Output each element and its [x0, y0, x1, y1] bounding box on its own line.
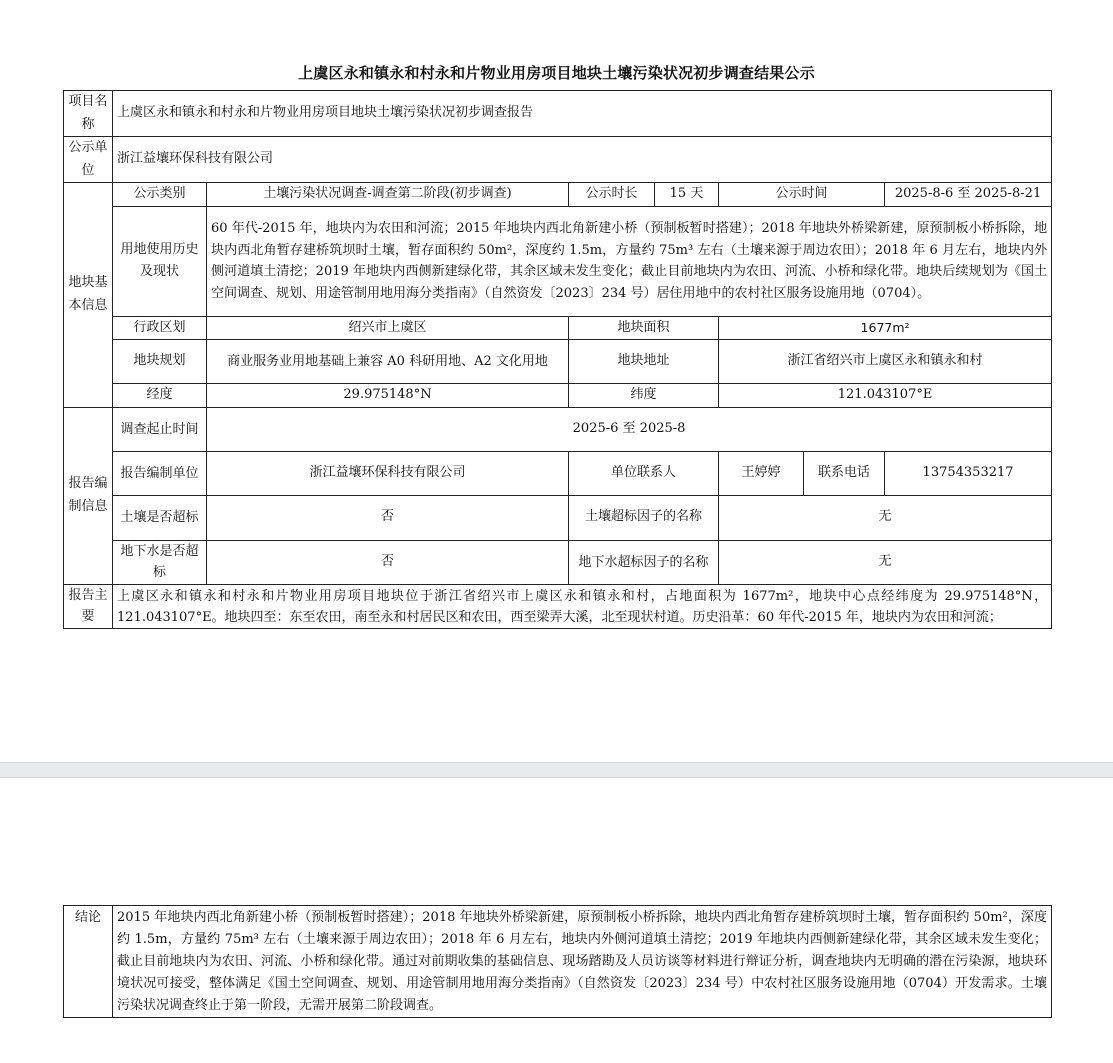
groundwater-value: 否	[207, 540, 569, 584]
district-label: 行政区划	[113, 316, 207, 340]
report-info-section-label: 报告编制信息	[64, 407, 113, 584]
soil-row	[64, 495, 1052, 540]
announcement-table	[63, 90, 1052, 629]
time-value: 2025-8-6 至 2025-8-21	[885, 183, 1052, 207]
soil-value: 否	[207, 495, 569, 540]
latitude-value: 121.043107°E	[719, 384, 1052, 408]
conclusion-table	[63, 905, 1052, 1018]
duration-label: 公示时长	[569, 183, 655, 207]
category-row	[64, 183, 1052, 207]
coordinate-row	[64, 384, 1052, 408]
org-value: 浙江益壤环保科技有限公司	[207, 451, 569, 495]
duration-value: 15 天	[655, 183, 719, 207]
site-info-section-label: 地块基本信息	[64, 183, 113, 408]
groundwater-row	[64, 540, 1052, 584]
longitude-label: 经度	[113, 384, 207, 408]
soil-label: 土壤是否超标	[113, 495, 207, 540]
address-value: 浙江省绍兴市上虞区永和镇永和村	[719, 340, 1052, 384]
summary-label: 报告主要	[64, 584, 113, 628]
period-label: 调查起止时间	[113, 407, 207, 451]
history-row	[64, 206, 1052, 316]
area-label: 地块面积	[569, 316, 719, 340]
history-value: 60 年代-2015 年，地块内为农田和河流；2015 年地块内西北角新建小桥（预制板暂时搭建）；2018 年地块外桥梁新建，原预制板小桥拆除，地块内西北角暂存建桥筑坝时土壤，暂存面积约 50m²，深度约 1.5m，方量约 75m³ 左右（土壤来源于周边农田）；2018 年 6 月左右，地块内外侧河道填土清挖；2019 年地块内西侧新建绿化带，其余区域未发生变化；截止目前地块内为农田、河流、小桥和绿化带。地块后续规划为《国土空间调查、规划、用途管制用地用海分类指南》（自然资发〔2023〕234 号）居住用地中的农村社区服务设施用地（0704）。	[207, 206, 1052, 316]
org-label: 报告编制单位	[113, 451, 207, 495]
project-label: 项目名称	[64, 91, 113, 137]
planning-label: 地块规划	[113, 340, 207, 384]
period-row	[64, 407, 1052, 451]
conclusion-text: 2015 年地块内西北角新建小桥（预制板暂时搭建）；2018 年地块外桥梁新建，原预制板小桥拆除，地块内西北角暂存建桥筑坝时土壤，暂存面积约 50m²，深度约 1.5m，方量约 75m³ 左右（土壤来源于周边农田）；2018 年 6 月左右，地块内外侧河道填土清挖；2019 年地块内西侧新建绿化带，其余区域未发生变化；截止目前地块内为农田、河流、小桥和绿化带。通过对前期收集的基础信息、现场踏勘及人员访谈等材料进行辩证分析，调查地块内无明确的潜在污染源，地块环境状况可接受，整体满足《国土空间调查、规划、用途管制用地用海分类指南》（自然资发〔2023〕234 号）中农村社区服务设施用地（0704）开发需求。土壤污染状况调查终止于第一阶段，无需开展第二阶段调查。	[113, 906, 1052, 1018]
district-row	[64, 316, 1052, 340]
groundwater-factor-label: 地下水超标因子的名称	[569, 540, 719, 584]
publisher-label: 公示单位	[64, 137, 113, 183]
history-label: 用地使用历史及现状	[113, 206, 207, 316]
planning-row	[64, 340, 1052, 384]
district-value: 绍兴市上虞区	[207, 316, 569, 340]
groundwater-label: 地下水是否超标	[113, 540, 207, 584]
soil-factor-label: 土壤超标因子的名称	[569, 495, 719, 540]
planning-value: 商业服务业用地基础上兼容 A0 科研用地、A2 文化用地	[207, 340, 569, 384]
summary-text: 上虞区永和镇永和村永和片物业用房项目地块位于浙江省绍兴市上虞区永和镇永和村，占地面积为 1677m²，地块中心点经纬度为 29.975148°N，121.043107°E。地块四至：东至农田，南至永和村居民区和农田，西至梁弄大溪，北至现状村道。历史沿革：60 年代-2015 年，地块内为农田和河流；	[113, 584, 1052, 628]
soil-factor-value: 无	[719, 495, 1052, 540]
contact-label: 单位联系人	[569, 451, 719, 495]
conclusion-label: 结论	[64, 906, 113, 1018]
period-value: 2025-6 至 2025-8	[207, 407, 1052, 451]
longitude-value: 29.975148°N	[207, 384, 569, 408]
address-label: 地块地址	[569, 340, 719, 384]
publisher-value: 浙江益壤环保科技有限公司	[113, 137, 1052, 183]
phone-value: 13754353217	[885, 451, 1052, 495]
category-value: 土壤污染状况调查-调查第二阶段(初步调查)	[207, 183, 569, 207]
org-row	[64, 451, 1052, 495]
area-value: 1677m²	[719, 316, 1052, 340]
conclusion-row	[64, 906, 1052, 1018]
phone-label: 联系电话	[804, 451, 885, 495]
page-title: 上虞区永和镇永和村永和片物业用房项目地块土壤污染状况初步调查结果公示	[298, 64, 815, 82]
project-row	[64, 91, 1052, 137]
summary-row	[64, 584, 1052, 628]
category-label: 公示类别	[113, 183, 207, 207]
publisher-row	[64, 137, 1052, 183]
latitude-label: 纬度	[569, 384, 719, 408]
contact-value: 王婷婷	[719, 451, 804, 495]
time-label: 公示时间	[719, 183, 885, 207]
project-value: 上虞区永和镇永和村永和片物业用房项目地块土壤污染状况初步调查报告	[113, 91, 1052, 137]
groundwater-factor-value: 无	[719, 540, 1052, 584]
page-separator	[0, 762, 1113, 778]
